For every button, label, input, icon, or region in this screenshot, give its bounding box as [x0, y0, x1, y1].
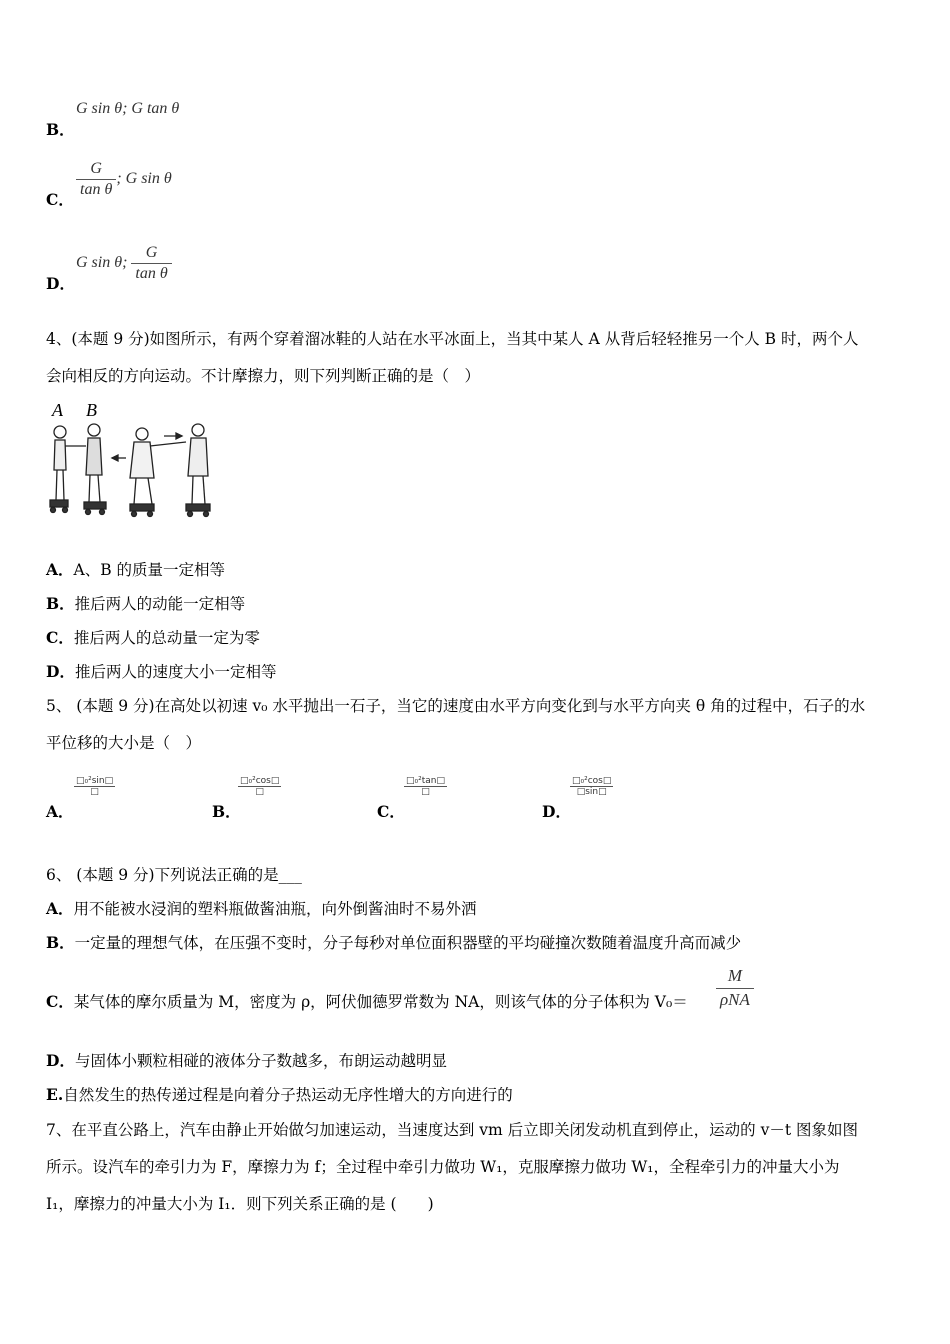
q4-stem-line2: 会向相反的方向运动。不计摩擦力，则下列判断正确的是（ ） [46, 367, 481, 385]
numerator: □₀²cos□ [572, 776, 612, 786]
option-text: 用不能被水浸润的塑料瓶做酱油瓶，向外倒酱油时不易外洒 [73, 900, 477, 918]
q5-option-a-label: A． [46, 802, 74, 821]
denominator: tan θ [80, 181, 113, 198]
denominator: □sin□ [576, 787, 607, 797]
q4-option-d [46, 662, 276, 682]
fraction [76, 160, 116, 199]
fraction [716, 966, 754, 1010]
option-text: 与固体小颗粒相碰的液体分子数越多，布朗运动越明显 [74, 1052, 447, 1070]
q5-option-a-formula [74, 776, 115, 797]
option-text: 自然发生的热传递过程是向着分子热运动无序性增大的方向进行的 [63, 1086, 513, 1104]
q6-option-c [46, 992, 688, 1012]
option-label: B． [46, 594, 75, 613]
denominator: ρNA [720, 990, 750, 1009]
option-label: B． [46, 933, 75, 952]
option-label: C． [46, 992, 74, 1011]
formula [76, 160, 172, 199]
q5-option-b-formula [238, 776, 281, 797]
numerator: M [716, 966, 754, 989]
q5-stem-line1: 5、 (本题 9 分)在高处以初速 v₀ 水平抛出一石子，当它的速度由水平方向变化到与水平方向夹 θ 角的过程中，石子的水 [46, 697, 866, 715]
q4-option-c [46, 628, 260, 648]
denominator: □ [90, 787, 99, 797]
q7-stem-line2: 所示。设汽车的牵引力为 F，摩擦力为 f；全过程中牵引力做功 W₁，克服摩擦力做功 W₁，全程牵引力的冲量大小为 [46, 1158, 840, 1176]
formula: G sin θ; G tan θ [76, 100, 180, 117]
numerator: □₀²cos□ [240, 776, 280, 786]
q7-stem-line3: I₁，摩擦力的冲量大小为 I₁．则下列关系正确的是 ( ) [46, 1195, 434, 1213]
q6-option-a [46, 899, 477, 919]
numerator: □₀²sin□ [76, 776, 114, 786]
denominator: □ [255, 787, 264, 797]
option-text: 推后两人的总动量一定为零 [73, 629, 260, 647]
q6-option-d [46, 1051, 447, 1071]
molecular-volume-fraction [716, 966, 754, 1010]
option-label: E. [46, 1085, 64, 1104]
q5-option-c-formula [404, 776, 447, 797]
formula-rest: ; G sin θ [116, 170, 172, 188]
q5-option-d-formula [570, 776, 613, 797]
figure-label-b: B [86, 400, 97, 420]
option-text: 一定量的理想气体，在压强不变时，分子每秒对单位面积器壁的平均碰撞次数随着温度升高而减少 [74, 934, 742, 952]
q6-stem: 6、 (本题 9 分)下列说法正确的是___ [46, 866, 302, 884]
q7-stem-line1: 7、在平直公路上，汽车由静止开始做匀加速运动，当速度达到 vm 后立即关闭发动机直到停止，运动的 v－t 图象如图 [46, 1121, 859, 1139]
option-text: 推后两人的动能一定相等 [74, 595, 246, 613]
fraction [131, 244, 171, 283]
q6-option-b [46, 933, 741, 953]
skaters-illustration [46, 400, 221, 522]
option-label: A． [46, 560, 74, 579]
denominator: tan θ [135, 265, 168, 282]
option-label: D． [46, 1051, 75, 1070]
skaters-figure [46, 400, 221, 522]
figure-label-a: A [52, 400, 63, 420]
option-text: A、B 的质量一定相等 [73, 561, 226, 579]
option-label: B． [46, 120, 75, 139]
numerator: G [76, 160, 116, 180]
q5-option-c-label: C． [377, 802, 405, 821]
option-label: C． [46, 628, 74, 647]
q5-option-d-label: D． [542, 802, 571, 821]
q4-stem-line1: 4、(本题 9 分)如图所示，有两个穿着溜冰鞋的人站在水平冰面上，当其中某人 A 从背后轻轻推另一个人 B 时，两个人 [46, 330, 859, 348]
q4-option-b [46, 594, 245, 614]
q5-option-b-label: B． [212, 802, 241, 821]
denominator: □ [421, 787, 430, 797]
option-label: D． [46, 274, 75, 293]
option-text: 推后两人的速度大小一定相等 [74, 663, 277, 681]
formula [76, 244, 172, 283]
q5-stem-line2: 平位移的大小是（ ） [46, 734, 202, 752]
numerator: G [131, 244, 171, 264]
numerator: □₀²tan□ [406, 776, 445, 786]
formula-pre: G sin θ; [76, 254, 128, 272]
option-text: 某气体的摩尔质量为 M，密度为 ρ，阿伏伽德罗常数为 NA，则该气体的分子体积为 V₀＝ [73, 993, 688, 1011]
option-label: A． [46, 899, 74, 918]
option-label: C． [46, 190, 74, 209]
q6-option-e [46, 1085, 513, 1105]
option-label: D． [46, 662, 75, 681]
q4-option-a [46, 560, 225, 580]
